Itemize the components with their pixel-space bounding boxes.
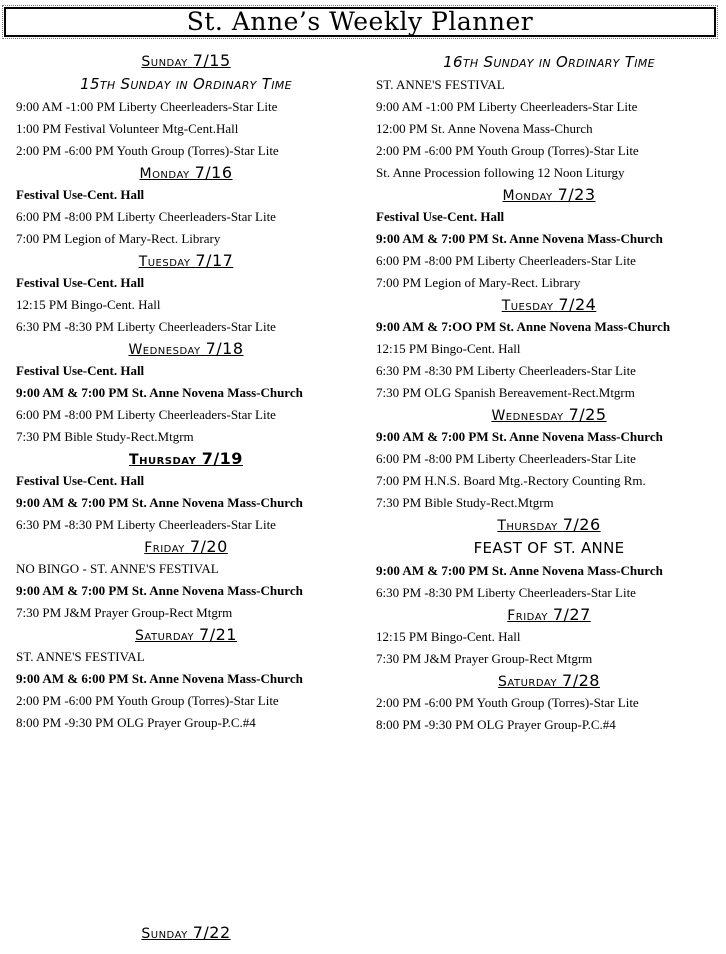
event-line: 7:00 PM H.N.S. Board Mtg.-Rectory Counting Rm. [376, 473, 646, 488]
day-header [16, 250, 356, 272]
event-line: 6:30 PM -8:30 PM Liberty Cheerleaders-Star Lite [16, 517, 276, 532]
day-name: Tuesday [138, 254, 191, 270]
day-name: Wednesday [128, 342, 201, 358]
day-date: 7/26 [562, 515, 601, 534]
day-name: Sunday [141, 54, 188, 70]
event-line: Festival Use-Cent. Hall [16, 187, 145, 202]
event-line: ST. ANNE'S FESTIVAL [376, 77, 505, 92]
day-date: 7/23 [557, 185, 596, 204]
day-header [16, 536, 356, 558]
event-line: 7:00 PM Legion of Mary-Rect. Library [376, 275, 581, 290]
event-line: 12:15 PM Bingo-Cent. Hall [376, 629, 521, 644]
day-header [16, 50, 356, 72]
event-line: 6:00 PM -8:00 PM Liberty Cheerleaders-Star Lite [16, 209, 276, 224]
event-line: 9:00 AM & 7:00 PM St. Anne Novena Mass-Church [16, 583, 303, 598]
event-line: 6:30 PM -8:30 PM Liberty Cheerleaders-Star Lite [376, 363, 636, 378]
day-date: 7/22 [192, 923, 231, 942]
day-header [16, 338, 356, 360]
title-banner [4, 7, 716, 37]
event-line: 9:00 AM & 7:00 PM St. Anne Novena Mass-Church [376, 429, 663, 444]
event-line: 6:00 PM -8:00 PM Liberty Cheerleaders-Star Lite [376, 253, 636, 268]
event-line: St. Anne Procession following 12 Noon Liturgy [376, 165, 625, 180]
event-line: 12:15 PM Bingo-Cent. Hall [16, 297, 161, 312]
day-name: Thursday [129, 452, 197, 468]
event-line: 6:00 PM -8:00 PM Liberty Cheerleaders-Star Lite [376, 451, 636, 466]
day-date: 7/20 [189, 537, 228, 556]
event-line: 9:00 AM & 7:OO PM St. Anne Novena Mass-Church [376, 319, 671, 334]
event-line: 9:00 AM -1:00 PM Liberty Cheerleaders-Star Lite [16, 99, 278, 114]
event-line: 7:30 PM J&M Prayer Group-Rect Mtgrm [376, 651, 593, 666]
day-date: 7/15 [192, 51, 231, 70]
day-name: Saturday [498, 674, 558, 690]
day-header [376, 514, 722, 536]
day-name: Monday [502, 188, 553, 204]
day-name: Friday [507, 608, 548, 624]
event-line: 12:00 PM St. Anne Novena Mass-Church [376, 121, 593, 136]
event-line: 7:30 PM Bible Study-Rect.Mtgrm [376, 495, 554, 510]
day-name: Sunday [141, 926, 188, 942]
day-name: Tuesday [501, 298, 554, 314]
event-line: 8:00 PM -9:30 PM OLG Prayer Group-P.C.#4 [376, 717, 616, 732]
day-header [376, 404, 722, 426]
day-header [16, 624, 356, 646]
day-name: Friday [144, 540, 185, 556]
event-line: 2:00 PM -6:00 PM Youth Group (Torres)-Star Lite [16, 693, 279, 708]
day-header [376, 604, 722, 626]
event-line: 2:00 PM -6:00 PM Youth Group (Torres)-Star Lite [376, 143, 639, 158]
day-date: 7/16 [194, 163, 233, 182]
day-name: Thursday [497, 518, 558, 534]
day-date: 7/18 [205, 339, 244, 358]
event-line: Festival Use-Cent. Hall [376, 209, 505, 224]
day-date: 7/28 [562, 671, 600, 690]
event-line: 7:30 PM Bible Study-Rect.Mtgrm [16, 429, 194, 444]
event-line: Festival Use-Cent. Hall [16, 363, 145, 378]
event-line: 7:30 PM J&M Prayer Group-Rect Mtgrm [16, 605, 233, 620]
event-line: 12:15 PM Bingo-Cent. Hall [376, 341, 521, 356]
day-date: 7/17 [195, 251, 234, 270]
day-header [376, 294, 722, 316]
right-column [376, 50, 722, 736]
event-line: 9:00 AM & 7:00 PM St. Anne Novena Mass-Church [16, 495, 303, 510]
event-line: 7:00 PM Legion of Mary-Rect. Library [16, 231, 221, 246]
event-line: 2:00 PM -6:00 PM Youth Group (Torres)-Star Lite [376, 695, 639, 710]
event-line: Festival Use-Cent. Hall [16, 275, 145, 290]
event-line: 9:00 AM -1:00 PM Liberty Cheerleaders-Star Lite [376, 99, 638, 114]
event-line: 9:00 AM & 7:00 PM St. Anne Novena Mass-Church [16, 385, 303, 400]
event-line: 6:30 PM -8:30 PM Liberty Cheerleaders-Star Lite [376, 585, 636, 600]
day-date: 7/25 [568, 405, 607, 424]
day-date: 7/21 [199, 625, 237, 644]
event-line: 9:00 AM & 6:00 PM St. Anne Novena Mass-Church [16, 671, 303, 686]
event-line: Festival Use-Cent. Hall [16, 473, 145, 488]
day-date: 7/27 [552, 605, 591, 624]
event-line: 8:00 PM -9:30 PM OLG Prayer Group-P.C.#4 [16, 715, 256, 730]
day-header [376, 670, 722, 692]
liturgical-title: FEAST OF ST. ANNE [473, 539, 625, 557]
day-name: Saturday [135, 628, 195, 644]
day-name: Wednesday [491, 408, 564, 424]
event-line: 6:00 PM -8:00 PM Liberty Cheerleaders-Star Lite [16, 407, 276, 422]
event-line: 2:00 PM -6:00 PM Youth Group (Torres)-Star Lite [16, 143, 279, 158]
event-line: NO BINGO - ST. ANNE'S FESTIVAL [16, 561, 219, 576]
day-header [16, 162, 356, 184]
event-line: 6:30 PM -8:30 PM Liberty Cheerleaders-Star Lite [16, 319, 276, 334]
day-name: Monday [139, 166, 190, 182]
liturgical-title: 15th Sunday in Ordinary Time [80, 75, 292, 93]
event-line: 7:30 PM OLG Spanish Bereavement-Rect.Mtgrm [376, 385, 635, 400]
event-line: 1:00 PM Festival Volunteer Mtg-Cent.Hall [16, 121, 239, 136]
event-line: 9:00 AM & 7:00 PM St. Anne Novena Mass-Church [376, 563, 663, 578]
liturgical-title: 16th Sunday in Ordinary Time [443, 53, 655, 71]
page-title: St. Anne’s Weekly Planner [186, 7, 534, 36]
event-line: ST. ANNE'S FESTIVAL [16, 649, 145, 664]
event-line: 9:00 AM & 7:00 PM St. Anne Novena Mass-Church [376, 231, 663, 246]
day-date: 7/19 [201, 449, 243, 468]
day-header-sunday-7-22 [16, 922, 356, 944]
day-date: 7/24 [558, 295, 597, 314]
day-header [16, 448, 356, 470]
left-column [16, 50, 356, 734]
day-header [376, 184, 722, 206]
